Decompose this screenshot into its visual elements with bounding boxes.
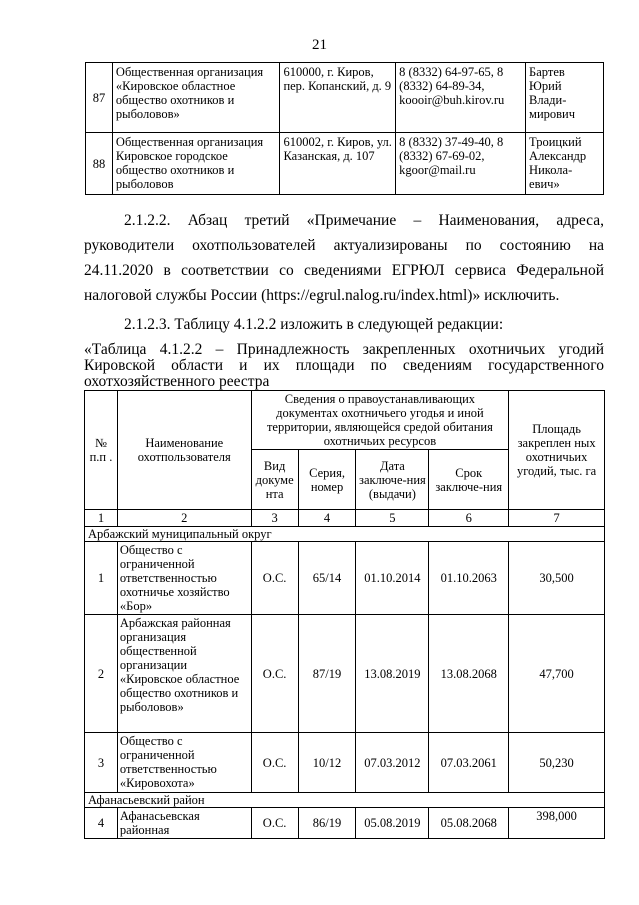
area-value: 30,500 — [509, 542, 605, 615]
table-row — [86, 63, 604, 133]
section-row — [85, 527, 605, 542]
area-value: 47,700 — [509, 615, 605, 733]
contacts-table — [85, 62, 604, 195]
table-row — [85, 733, 605, 793]
series-number: 86/19 — [298, 808, 356, 839]
doc-type: О.С. — [251, 615, 298, 733]
organization-name: Общественная организация Кировское городское общество охотников и рыболовов — [112, 133, 280, 195]
table-caption: «Таблица 4.1.2.2 – Принадлежность закрепленных охотничьих угодий Кировской области и их площади по сведениям государственного охотхозяйственного реестра — [84, 341, 604, 390]
table-row — [86, 133, 604, 195]
table-row — [85, 615, 605, 733]
term-date: 01.10.2063 — [429, 542, 509, 615]
row-number: 2 — [85, 615, 118, 733]
term-date: 07.03.2061 — [429, 733, 509, 793]
header-term: Срок заключе-ния — [429, 450, 509, 510]
user-name: Арбажская районная организация общественной организации «Кировское областное общество охотников и рыболовов» — [117, 615, 251, 733]
user-name: Общество с ограниченной ответственностью «Кировохота» — [117, 733, 251, 793]
row-number: 1 — [85, 542, 118, 615]
conclusion-date: 05.08.2019 — [356, 808, 429, 839]
header-docs: Сведения о правоустанавливающих документах охотничьего угодья и иной территории, являющейся средой обитания охотничьих ресурсов — [251, 391, 509, 450]
address: 610000, г. Киров, пер. Копанский, д. 9 — [280, 63, 396, 133]
header-date: Дата заключе-ния (выдачи) — [356, 450, 429, 510]
contacts: 8 (8332) 64-97-65, 8 (8332) 64-89-34, koooir@buh.kirov.ru — [396, 63, 526, 133]
column-number-row — [85, 510, 605, 527]
conclusion-date: 07.03.2012 — [356, 733, 429, 793]
paragraph-2-1-2-2: 2.1.2.2. Абзац третий «Примечание – Наименования, адреса, руководители охотпользователей актуализированы по состоянию на 24.11.2020 в соответствии со сведениями ЕГРЮЛ сервиса Федеральной налоговой службы России (https://egrul.nalog.ru/index.html)» исключить. — [84, 212, 604, 304]
series-number: 87/19 — [298, 615, 356, 733]
term-date: 13.08.2068 — [429, 615, 509, 733]
organization-name: Общественная организация «Кировское областное общество охотников и рыболовов» — [112, 63, 280, 133]
section-title: Афанасьевский район — [85, 793, 605, 808]
header-num: № п.п . — [85, 391, 118, 510]
head-person: Бартев Юрий Влади-мирович — [526, 63, 604, 133]
header-area: Площадь закреплен ных охотничьих угодий, тыс. га — [509, 391, 605, 510]
paragraph-2-1-2-3: 2.1.2.3. Таблицу 4.1.2.2 изложить в следующей редакции: — [124, 316, 504, 333]
term-date: 05.08.2068 — [429, 808, 509, 839]
conclusion-date: 13.08.2019 — [356, 615, 429, 733]
column-number: 7 — [509, 510, 605, 527]
row-number: 3 — [85, 733, 118, 793]
series-number: 10/12 — [298, 733, 356, 793]
table-row — [85, 542, 605, 615]
header-series: Серия, номер — [298, 450, 356, 510]
row-number: 88 — [86, 133, 113, 195]
header-doc-type: Вид докуме нта — [251, 450, 298, 510]
column-number: 1 — [85, 510, 118, 527]
head-person: Троицкий Александр Никола-евич» — [526, 133, 604, 195]
doc-type: О.С. — [251, 808, 298, 839]
user-name: Афанасьевская районная — [117, 808, 251, 839]
page-number: 21 — [312, 37, 327, 53]
conclusion-date: 01.10.2014 — [356, 542, 429, 615]
row-number: 87 — [86, 63, 113, 133]
column-number: 5 — [356, 510, 429, 527]
column-number: 6 — [429, 510, 509, 527]
table-row — [85, 808, 605, 839]
hunting-grounds-table — [84, 390, 605, 839]
section-title: Арбажский муниципальный округ — [85, 527, 605, 542]
header-name: Наименование охотпользователя — [117, 391, 251, 510]
doc-type: О.С. — [251, 542, 298, 615]
column-number: 2 — [117, 510, 251, 527]
header-row — [85, 391, 605, 450]
area-value: 398,000 — [509, 808, 605, 839]
contacts: 8 (8332) 37-49-40, 8 (8332) 67-69-02, kgoor@mail.ru — [396, 133, 526, 195]
address: 610002, г. Киров, ул. Казанская, д. 107 — [280, 133, 396, 195]
section-row — [85, 793, 605, 808]
column-number: 4 — [298, 510, 356, 527]
user-name: Общество с ограниченной ответственностью охотничье хозяйство «Бор» — [117, 542, 251, 615]
doc-type: О.С. — [251, 733, 298, 793]
area-value: 50,230 — [509, 733, 605, 793]
series-number: 65/14 — [298, 542, 356, 615]
column-number: 3 — [251, 510, 298, 527]
row-number: 4 — [85, 808, 118, 839]
